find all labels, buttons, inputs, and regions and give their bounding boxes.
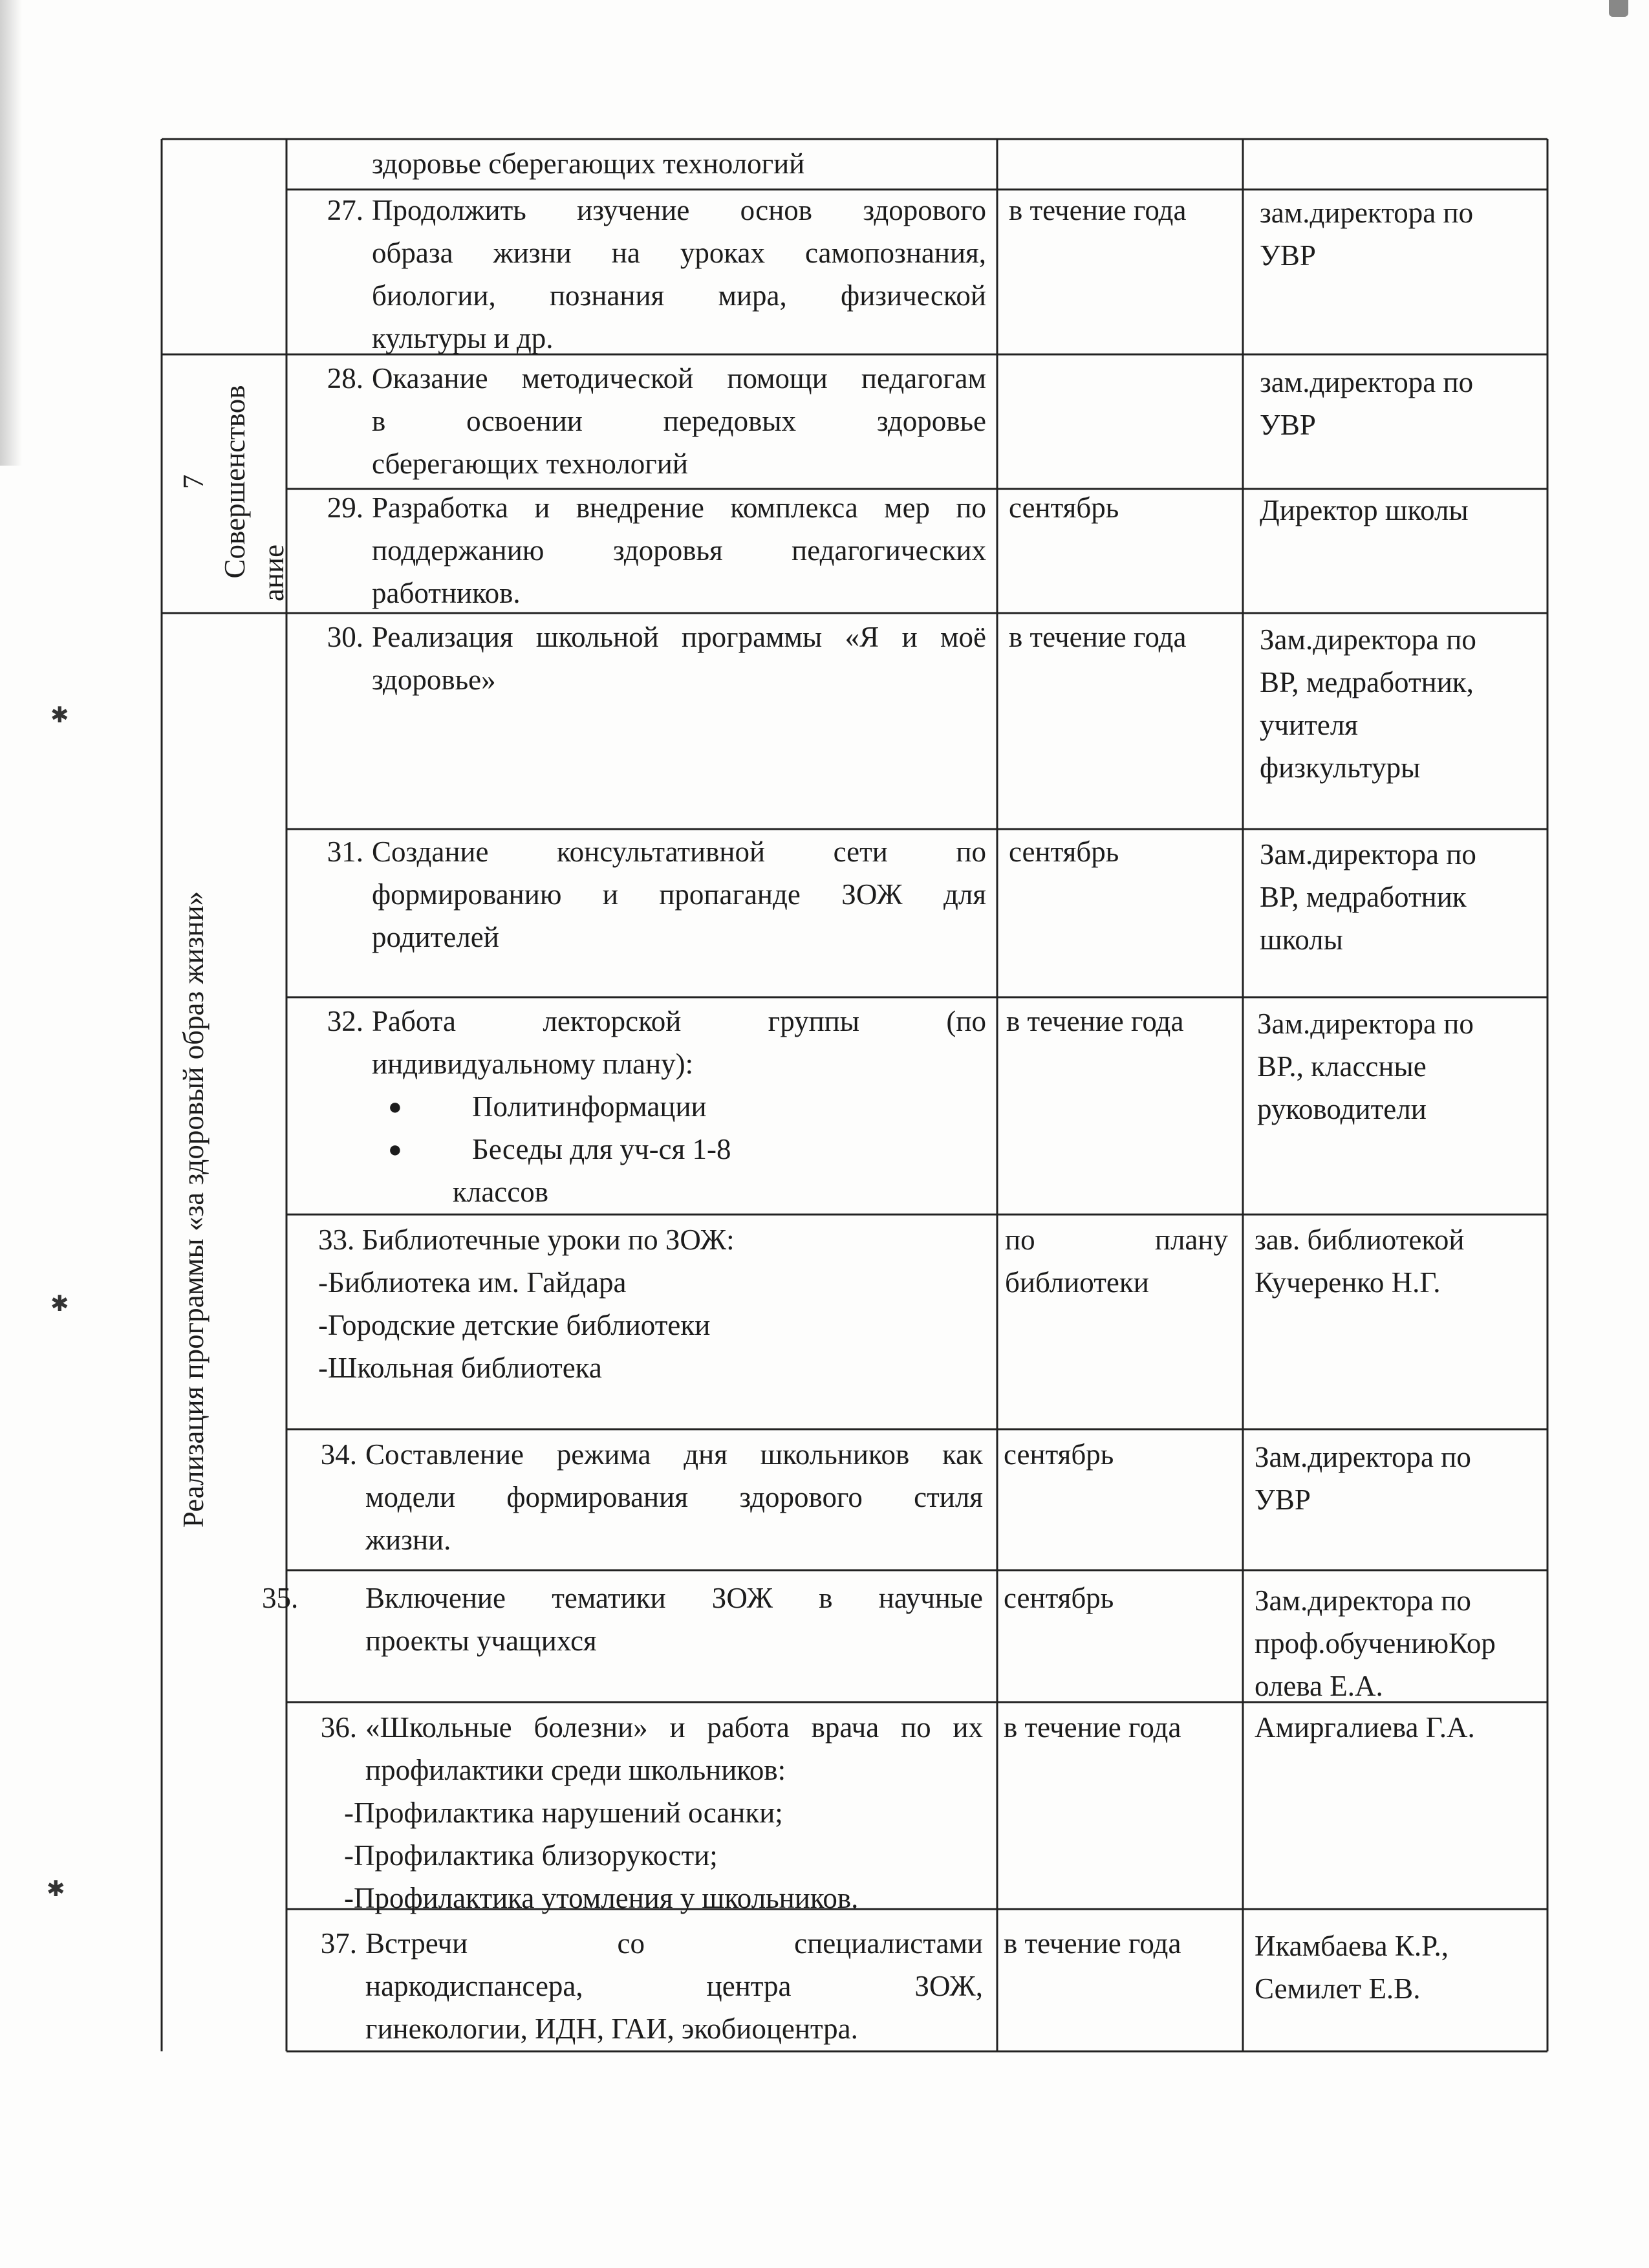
row-30-responsible: [1260, 618, 1544, 789]
row-32-number: 32.: [327, 1005, 363, 1037]
responsible-line: зав. библиотекой: [1255, 1224, 1465, 1256]
activity-line: Продолжить изучение основ здорового: [372, 194, 986, 226]
row-37-responsible: [1255, 1925, 1544, 2010]
activity-line: «Школьные болезни» и работа врача по их: [365, 1711, 983, 1744]
row-37-activity: [365, 1922, 983, 2050]
row-27-deadline: в течение года: [1009, 194, 1187, 226]
activity-line: модели формирования здорового стиля: [365, 1481, 983, 1513]
row-35-activity: [365, 1577, 983, 1662]
row-36-responsible: [1255, 1706, 1544, 1749]
sublist-item: -Профилактика нарушений осанки;: [344, 1797, 783, 1829]
row-30-number: 30.: [327, 621, 363, 653]
sublist-item: -Профилактика утомления у школьников.: [344, 1882, 859, 1914]
responsible-line: школы: [1260, 923, 1343, 956]
section-8-title: Реализация программы «за здоровый образ жизни»: [177, 891, 210, 1528]
responsible-line: Зам.директора по: [1260, 838, 1476, 870]
activity-line: жизни.: [365, 1524, 451, 1556]
activity-line: -Библиотека им. Гайдара: [318, 1266, 627, 1299]
row-28-responsible: [1260, 361, 1544, 446]
deadline-line: по плану: [1005, 1224, 1228, 1256]
responsible-line: Директор школы: [1260, 494, 1469, 526]
row-35-responsible: [1255, 1579, 1544, 1707]
responsible-line: учителя: [1260, 709, 1359, 741]
activity-line: проекты учащихся: [365, 1625, 597, 1657]
activity-line: Включение тематики ЗОЖ в научные: [365, 1582, 983, 1614]
row-31-activity: [372, 830, 986, 958]
row-30-deadline: в течение года: [1009, 621, 1187, 653]
row-34-activity: [365, 1433, 983, 1561]
row-29-number: 29.: [327, 491, 363, 524]
row-32-bullet-1: Политинформации: [472, 1090, 707, 1123]
row-36-activity: [365, 1706, 983, 1791]
responsible-line: УВР: [1255, 1484, 1311, 1516]
activity-line: Составление режима дня школьников как: [365, 1438, 983, 1471]
row-32-bullet-tail: классов: [453, 1176, 548, 1208]
activity-line: гинекологии, ИДН, ГАИ, экобиоцентра.: [365, 2013, 858, 2045]
activity-line: Реализация школьной программы «Я и моё: [372, 621, 986, 653]
row-34-number: 34.: [320, 1438, 357, 1471]
responsible-line: Амиргалиева Г.А.: [1255, 1711, 1475, 1744]
row-31-deadline: сентябрь: [1009, 836, 1119, 868]
activity-line: индивидуальному плану):: [372, 1048, 694, 1080]
row-37-number: 37.: [320, 1927, 357, 1960]
row-27-number: 27.: [327, 194, 363, 226]
responsible-line: Зам.директора по: [1255, 1584, 1471, 1617]
activity-line: -Городские детские библиотеки: [318, 1309, 711, 1341]
responsible-line: Кучеренко Н.Г.: [1255, 1266, 1441, 1299]
row-29-deadline: сентябрь: [1009, 491, 1119, 524]
responsible-line: руководители: [1257, 1093, 1427, 1125]
responsible-line: олева Е.А.: [1255, 1670, 1383, 1702]
responsible-line: физкультуры: [1260, 751, 1421, 784]
sublist-item: -Профилактика близорукости;: [344, 1839, 718, 1872]
activity-line: поддержанию здоровья педагогических: [372, 534, 986, 567]
activity-line: здоровье»: [372, 664, 496, 696]
row-29-responsible: [1260, 489, 1544, 532]
activity-line: культуры и др.: [372, 322, 554, 354]
responsible-line: проф.обучениюКор: [1255, 1627, 1496, 1659]
row-32-deadline: в течение года: [1006, 1005, 1184, 1037]
row-33-deadline: [1005, 1218, 1228, 1304]
scan-speck: ✱: [50, 1292, 69, 1316]
scan-speck: ✱: [47, 1877, 65, 1901]
row-31-responsible: [1260, 833, 1544, 961]
responsible-line: Семилет Е.В.: [1255, 1972, 1421, 2005]
responsible-line: Зам.директора по: [1260, 623, 1476, 656]
activity-line: наркодиспансера, центра ЗОЖ,: [365, 1970, 983, 2002]
activity-line: в освоении передовых здоровье: [372, 405, 986, 437]
row-32-activity: [372, 1000, 986, 1085]
row-35-deadline: сентябрь: [1004, 1582, 1114, 1614]
activity-line: Встречи со специалистами: [365, 1927, 983, 1960]
row-32-bullet-2: Беседы для уч-ся 1-8: [472, 1133, 731, 1165]
bullet-icon: ●: [388, 1094, 402, 1119]
section-7-number: 7: [177, 474, 210, 490]
row-28-number: 28.: [327, 362, 363, 394]
row-28-activity: [372, 357, 986, 485]
row-34-deadline: сентябрь: [1004, 1438, 1114, 1471]
responsible-line: УВР: [1260, 239, 1316, 272]
activity-line: формированию и пропаганде ЗОЖ для: [372, 878, 986, 911]
row-31-number: 31.: [327, 836, 363, 868]
responsible-line: Зам.директора по: [1255, 1441, 1471, 1473]
activity-line: Разработка и внедрение комплекса мер по: [372, 491, 986, 524]
activity-line: профилактики среди школьников:: [365, 1754, 786, 1786]
activity-line: работников.: [372, 577, 521, 609]
activity-line: родителей: [372, 921, 499, 953]
responsible-line: зам.директора по: [1260, 366, 1474, 398]
responsible-line: ВР, медработник,: [1260, 666, 1474, 698]
responsible-line: УВР: [1260, 409, 1316, 441]
activity-line: Оказание методической помощи педагогам: [372, 362, 986, 394]
responsible-line: ВР., классные: [1257, 1050, 1427, 1083]
row-32-responsible: [1257, 1002, 1542, 1130]
section-7-title-line1: Совершенствов: [219, 385, 251, 579]
activity-line: -Школьная библиотека: [318, 1352, 602, 1384]
row-30-activity: [372, 616, 986, 701]
row-35-number: 35.: [262, 1582, 299, 1614]
activity-line: Создание консультативной сети по: [372, 836, 986, 868]
row-36-number: 36.: [320, 1711, 357, 1744]
row-29-activity: [372, 486, 986, 614]
row-27-activity: [372, 189, 986, 360]
row-34-responsible: [1255, 1436, 1539, 1521]
bullet-icon: ●: [388, 1136, 402, 1162]
activity-line: сберегающих технологий: [372, 448, 688, 480]
activity-line: 33. Библиотечные уроки по ЗОЖ:: [318, 1224, 735, 1256]
section-7-title-line2: ание: [257, 544, 290, 601]
responsible-line: зам.директора по: [1260, 197, 1474, 229]
row-continuation-activity: здоровье сберегающих технологий: [372, 147, 805, 180]
scan-speck: ✱: [50, 704, 69, 728]
row-33-activity: [318, 1218, 991, 1389]
responsible-line: ВР, медработник: [1260, 881, 1467, 913]
responsible-line: Зам.директора по: [1257, 1008, 1474, 1040]
row-33-responsible: [1255, 1218, 1539, 1304]
row-27-responsible: [1260, 191, 1544, 277]
activity-line: биологии, познания мира, физической: [372, 279, 986, 312]
row-36-deadline: в течение года: [1004, 1711, 1181, 1744]
responsible-line: Икамбаева К.Р.,: [1255, 1930, 1449, 1962]
row-36-sublist: [344, 1791, 991, 1919]
row-37-deadline: в течение года: [1004, 1927, 1181, 1960]
deadline-line: библиотеки: [1005, 1266, 1149, 1299]
activity-line: Работа лекторской группы (по: [372, 1005, 986, 1037]
activity-line: образа жизни на уроках самопознания,: [372, 237, 986, 269]
